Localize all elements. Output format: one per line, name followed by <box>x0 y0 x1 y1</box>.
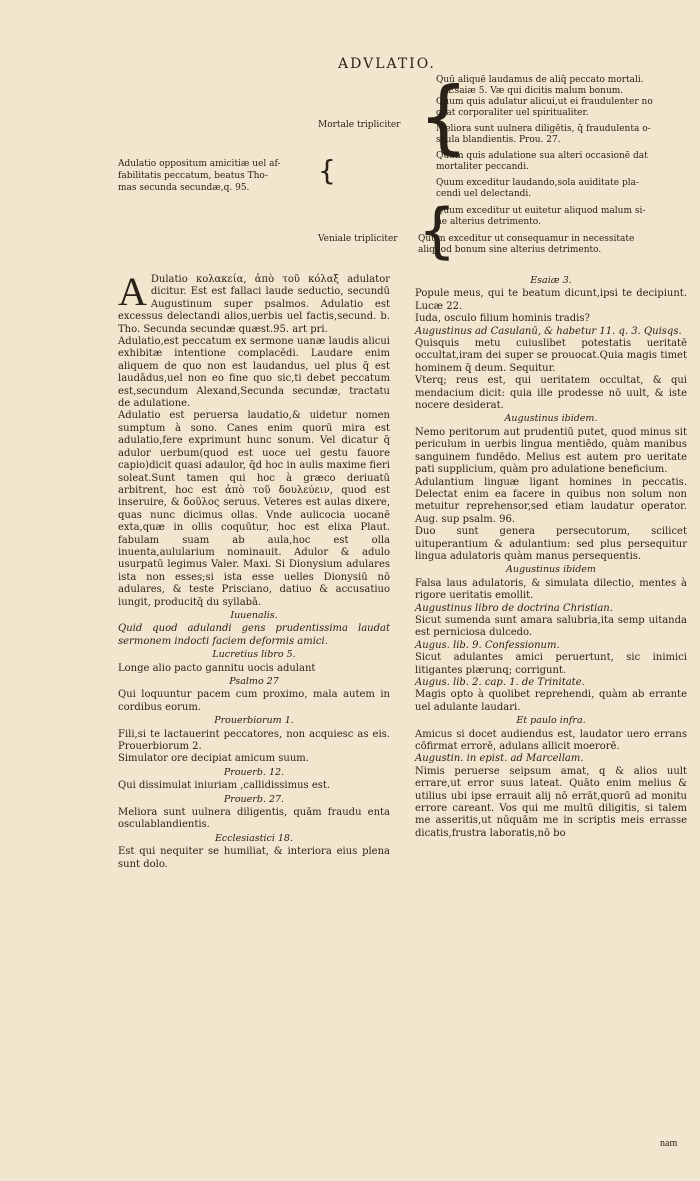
left-source-heading: Ecclesiastici 18. <box>214 832 294 844</box>
tree-root-line-3: mas secunda secundæ,q. 95. <box>118 183 250 193</box>
right-paragraph: Amicus si docet audiendus est, laudator uero errans cōfirmat errorē, adulans allicit moerorē. <box>415 728 687 753</box>
left-paragraph: Qui dissimulat iniuriam ,callidissimus est. <box>118 780 331 792</box>
left-paragraph: Adulatio est peruersa laudatio,& uidetur nomen sumptum à sono. Canes enim quorū mira est adulatio,fere exprimunt hunc sonum. Vel dicatur q̄ adulor uerbum(quod est uoce uel gestu fauore capio)dicit quasi adaulor, q̄d hoc in aulis maxime fieri soleat.Sunt tamen qui hoc à græco deriuatū arbitrent, hoc est ἀπὸ τοῦ δουλεύειν, quod est inseruire, & δοῦλος seruus. Veteres est aulas dixere, quas nunc dicimus ollas. Vnde aulicocia uocanē exta,quæ in ollis coquūtur, hoc est elixa Plaut. fabulam suam ab aula,hoc est olla inuenta,aulularium nominauit. Adulor & adulo usurpatū legimus Valer. Maxi. Si Dionysium adulares ista non esses;si ista esse uelles Dionysiū nō adulares, & teste Prisciano, datiuo & accusatiuo iungit, producitq̄ du syllabā. <box>118 410 390 608</box>
left-paragraph: Fili,si te lactauerint peccatores, non acquiesc as eis. Prouerbiorum 2. <box>118 728 390 753</box>
tree-root-line-2: fabilitatis peccatum, beatus Tho- <box>118 171 268 181</box>
left-source-heading: Lucretius libro 5. <box>212 649 296 661</box>
left-paragraph: Dulatio κολακεία, ἀπὸ τοῦ κόλαξ adulator dicitur. Est est fallaci laude seductio, secundū Augustinum super psalmos. Adulatio est excessus delectandi alios,uerbis uel factis,secund. b. Tho. Secunda secundæ quæst.95. art pri. <box>118 274 390 335</box>
left-source-heading: Prouerbiorum 1. <box>214 715 294 727</box>
right-paragraph: Magis opto à quolibet reprehendi, quàm ab errante uel adulante laudari. <box>415 689 687 713</box>
veniale-item-1: Quum exceditur laudando,sola auiditate pla- <box>436 178 640 188</box>
tree-root-line-1: Adulatio oppositum amicitiæ uel af- <box>118 159 281 169</box>
mortale-item-1: Quū aliquē laudamus de aliq̄ peccato mortali. <box>436 75 644 85</box>
left-paragraph: Simulator ore decipiat amicum suum. <box>118 753 309 765</box>
mortale-brace: { <box>418 70 469 163</box>
right-column <box>415 274 687 840</box>
right-paragraph: Augus. lib. 9. Confessionum. <box>415 639 560 651</box>
left-source-heading: Prouerb. 12. <box>223 766 285 778</box>
classification-tree <box>118 70 690 275</box>
right-paragraph: Augustin. in epist. ad Marcellam. <box>415 753 584 765</box>
left-source-heading: Iuuenalis. <box>230 609 278 621</box>
veniale-item-3: Quum exceditur ut euitetur aliquod malum si- <box>436 206 646 216</box>
left-paragraph: Est qui nequiter se humiliat, & interiora eius plena sunt dolo. <box>118 846 390 870</box>
veniale-item-6: aliquod bonum sine alterius detrimento. <box>418 245 602 255</box>
left-column <box>118 269 390 871</box>
veniale-item-5: Quum exceditur ut consequamur in necessitate <box>418 234 635 244</box>
page-heading: ADVLATIO. <box>338 56 436 72</box>
mortale-item-2: Esaiæ 5. Væ qui dicitis malum bonum. <box>448 86 624 96</box>
left-source-heading: Psalmo 27 <box>229 676 279 687</box>
right-paragraph: Sicut adulantes amici peruertunt, sic inimici litigantes plærunq; corrigunt. <box>415 652 687 676</box>
mortale-item-8: mortaliter peccandi. <box>436 162 529 172</box>
right-paragraph: Vterq; reus est, qui ueritatem occultat, & qui mendacium dicit: quia ille prodesse nō uult, & iste nocere desiderat. <box>415 375 687 412</box>
right-paragraph: Augus. lib. 2. cap. 1. de Trinitate. <box>415 677 585 688</box>
right-paragraph: Adulantium linguæ ligant homines in peccatis. Delectat enim ea facere in quibus non solum non metuitur reprehensor,sed etiam laudatur operator. Aug. sup psalm. 96. <box>415 476 687 525</box>
right-source-heading: Et paulo infra. <box>516 715 586 727</box>
right-paragraph: Popule meus, qui te beatum dicunt,ipsi te decipiunt. Lucæ 22. <box>415 288 687 312</box>
right-source-heading: Augustinus ibidem. <box>504 413 598 425</box>
left-initial: A <box>118 269 147 314</box>
right-paragraph: Sicut sumenda sunt amara salubria,ita semp uitanda est perniciosa dulcedo. <box>415 614 687 639</box>
left-paragraph: Meliora sunt uulnera diligentis, quām fraudu enta osculablandientis. <box>118 807 390 831</box>
mortale-item-3: Quum quis adulatur alicui,ut ei fraudulenter no <box>436 97 653 107</box>
right-source-heading: Augustinus ibidem <box>506 564 596 576</box>
right-paragraph: Augustinus libro de doctrina Christian. <box>415 602 613 614</box>
left-paragraph: Longe alio pacto gannitu uocis adulant <box>118 662 316 674</box>
right-paragraph: Iuda, osculo filium hominis tradis? <box>415 313 590 325</box>
root-brace: { <box>318 154 336 187</box>
left-source-heading: Prouerb. 27. <box>223 793 285 805</box>
right-paragraph: Nimis peruerse seipsum amat, q & alios uult errare,ut error suus lateat. Quāto enim melius & utilius ubi ipse errauit alij nō errāt,quorū ad monitu errore careant. Vos qui me multū diligitis, si talem me asseritis,ut nūquām me in scriptis meis errasse dicatis,frustra laboratis,nō bo <box>415 765 687 839</box>
mortale-label: Mortale tripliciter <box>318 120 401 130</box>
mortale-item-7: Quum quis adulatione sua alteri occasionē dat <box>436 151 648 161</box>
veniale-label: Veniale tripliciter <box>318 234 398 244</box>
catchword: nam <box>660 1138 678 1149</box>
right-source-heading: Esaiæ 3. <box>530 275 572 286</box>
left-paragraph: Qui loquuntur pacem cum proximo, mala autem in cordibus eorum. <box>118 689 390 713</box>
mortale-item-5: Meliora sunt uulnera diligētis, q̄ fraudulenta o- <box>436 124 651 134</box>
right-paragraph: Falsa laus adulatoris, & simulata dilectio, mentes à rigore ueritatis emollit. <box>415 577 687 602</box>
veniale-brace: { <box>418 196 457 266</box>
right-paragraph: Duo sunt genera persecutorum, scilicet uituperantium & adulantium: sed plus persequitur lingua adulatoris quàm manus persequentis. <box>415 526 687 562</box>
veniale-item-4: ne alterius detrimento. <box>436 217 541 227</box>
right-paragraph: Nemo peritorum aut prudentiū putet, quod minus sit periculum in uerbis lingua mentiēdo, quàm manibus sanguinem fundēdo. Melius est autem pro ueritate pati supplicium, quàm pro adulatione beneficium. <box>415 426 687 476</box>
left-paragraph: Quid quod adulandi gens prudentissima laudat sermonem indocti faciem deformis amici. <box>118 623 390 647</box>
right-paragraph: Quisquis metu cuiuslibet potestatis ueritatē occultat,iram dei super se prouocat.Quia magis timet hominem q̄ deum. Sequitur. <box>415 338 687 374</box>
left-paragraph: Adulatio,est peccatum ex sermone uanæ laudis alicui exhibitæ intentione complacēdi. Laudare enim aliquem de quo non est laudandus, uel plus q̄ est laudādus,uel non eo fine quo sic,ti debet peccatum est,secundum Alexand,Secunda secundæ, tractatu de adulatione. <box>118 336 390 410</box>
mortale-item-4: ceat corporaliter uel spiritualiter. <box>436 108 589 118</box>
mortale-item-6: scula blandientis. Prou. 27. <box>436 135 561 145</box>
right-paragraph: Augustinus ad Casulanū, & habetur 11. q. 3. Quisqs. <box>415 325 682 337</box>
veniale-item-2: cendi uel delectandi. <box>436 189 532 199</box>
